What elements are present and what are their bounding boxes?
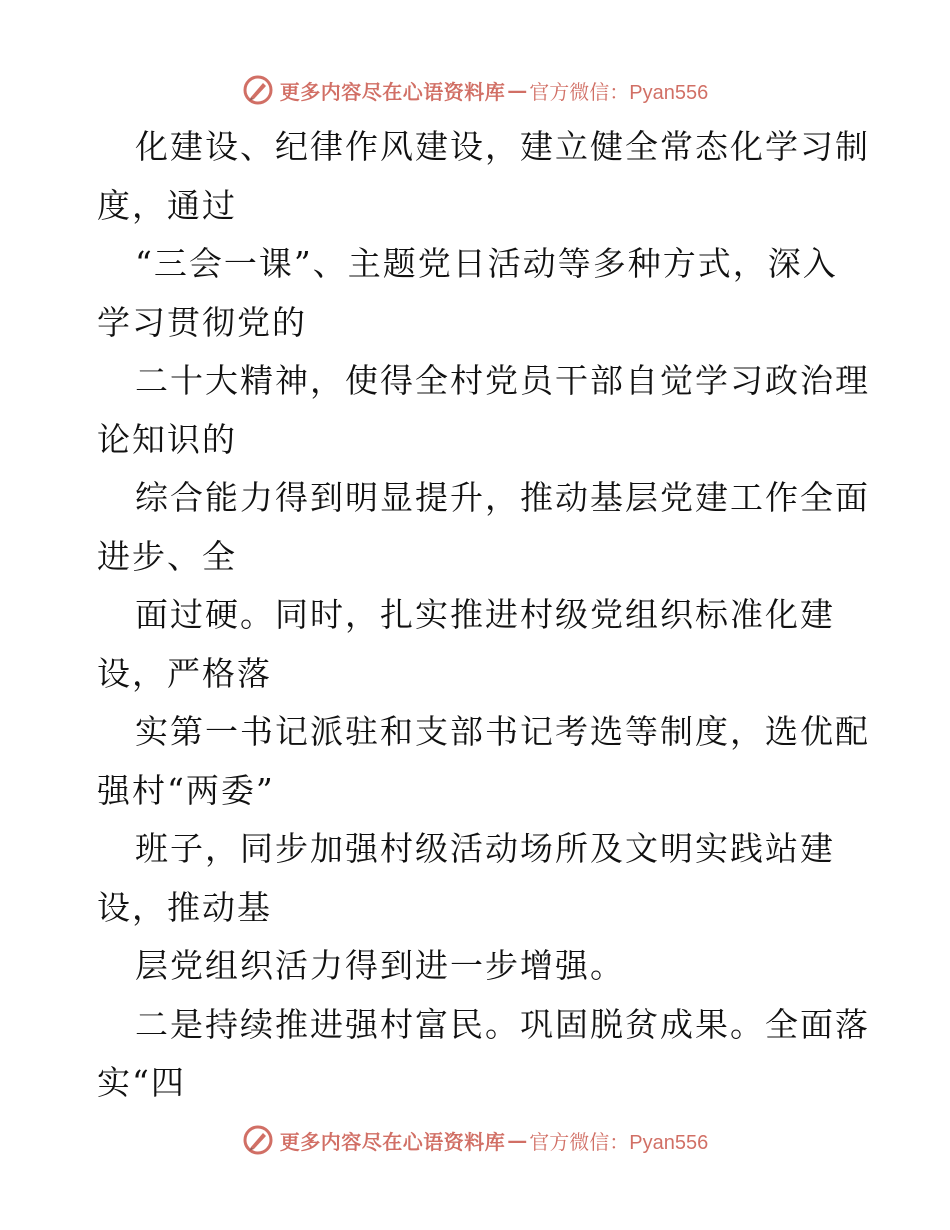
text-line: 设，推动基 — [97, 887, 272, 927]
text-line: 面过硬。同时，扎实推进村级党组织标准化建 — [135, 595, 835, 634]
body-text — [97, 118, 870, 1113]
watermark-site-text: 更多内容尽在心语资料库 — [279, 79, 506, 104]
text-line: 实第一书记派驻和支部书记考选等制度，选优配 — [135, 712, 870, 751]
text-line: 综合能力得到明显提升，推动基层党建工作全面 — [135, 478, 870, 517]
header-watermark — [0, 70, 950, 110]
text-line: “三会一课”、主题党日活动等多种方式，深入 — [135, 244, 838, 283]
text-line: 度，通过 — [97, 185, 237, 225]
pen-logo-icon — [242, 74, 274, 106]
text-line: 论知识的 — [97, 419, 237, 459]
text-line: 设，严格落 — [97, 653, 272, 693]
text-line: 化建设、纪律作风建设，建立健全常态化学习制 — [135, 127, 870, 166]
text-line: 二是持续推进强村富民。巩固脱贫成果。全面落 — [135, 1004, 870, 1044]
text-line: 进步、全 — [97, 536, 237, 576]
text-line: 实“四 — [97, 1063, 186, 1102]
watermark-wechat-text: 官方微信：Pyan556 — [529, 1131, 709, 1154]
text-line: 二十大精神，使得全村党员干部自觉学习政治理 — [135, 361, 870, 400]
watermark-separator: — — [507, 78, 528, 102]
watermark-site-text: 更多内容尽在心语资料库 — [279, 1129, 506, 1154]
pen-logo-icon — [242, 1124, 274, 1156]
text-line: 层党组织活力得到进一步增强。 — [135, 946, 625, 985]
watermark-wechat-text: 官方微信：Pyan556 — [529, 81, 709, 104]
text-line: 学习贯彻党的 — [97, 302, 307, 342]
text-line: 强村“两委” — [97, 770, 275, 810]
watermark-separator: — — [507, 1128, 528, 1152]
text-line: 班子，同步加强村级活动场所及文明实践站建 — [135, 829, 835, 868]
footer-watermark — [0, 1120, 950, 1160]
